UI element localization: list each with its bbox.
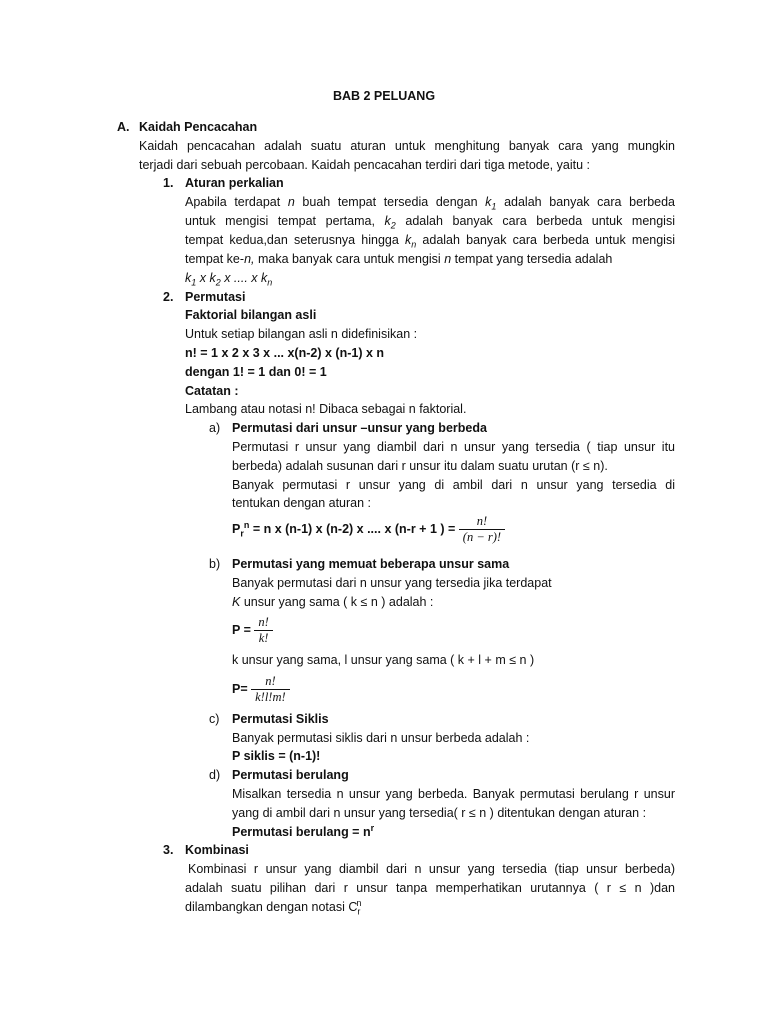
factorial-formula: n! = 1 x 2 x 3 x ... x(n-2) x (n-1) x n bbox=[185, 346, 385, 360]
item2-subheading: Faktorial bilangan asli bbox=[185, 308, 317, 322]
section-a-heading: Kaidah Pencacahan bbox=[139, 120, 258, 134]
sub-d-marker: d) bbox=[209, 768, 221, 782]
item2-heading: Permutasi bbox=[185, 290, 246, 304]
item1-line2: untuk mengisi tempat pertama, $k_2$ adalah banyak cara berbeda untuk mengisi bbox=[185, 214, 675, 231]
sub-c-line1: Banyak permutasi siklis dari n unsur berbeda adalah : bbox=[232, 731, 530, 745]
permutation-formula: $P_r^n = n$ x (n-1) x (n-2) x .... x (n-r + 1 ) = $\frac{n!}{(n - r)!}$ bbox=[232, 514, 505, 545]
sub-a-line3: Banyak permutasi r unsur yang di ambil dari n unsur yang tersedia di bbox=[232, 478, 675, 492]
factorial-special-cases: dengan 1! = 1 dan 0! = 1 bbox=[185, 365, 327, 379]
sub-b-line3: k unsur yang sama, l unsur yang sama ( k + l + m ≤ n ) bbox=[232, 653, 535, 667]
sub-a-heading: Permutasi dari unsur –unsur yang berbeda bbox=[232, 421, 487, 435]
item1-line1: Apabila terdapat n buah tempat tersedia dengan $k_1$ adalah banyak cara berbeda bbox=[185, 195, 676, 212]
item3-line1: Kombinasi r unsur yang diambil dari n unsur yang tersedia (tiap unsur berbeda) bbox=[188, 862, 675, 876]
sub-a-line2: berbeda) adalah susunan dari r unsur itu dalam suatu urutan (r ≤ n). bbox=[232, 459, 608, 473]
section-a-marker: A. bbox=[117, 120, 130, 134]
permutation-multi-fraction: $\frac{n!}{k!l!m!}$ bbox=[251, 674, 290, 705]
sub-a-line1: Permutasi r unsur yang diambil dari n unsur yang tersedia ( tiap unsur itu bbox=[232, 440, 675, 454]
sub-d-line1: Misalkan tersedia n unsur yang berbeda. Banyak permutasi berulang r unsur bbox=[232, 787, 675, 801]
permutation-fraction: $\frac{n!}{(n - r)!}$ bbox=[459, 514, 505, 545]
sub-c-marker: c) bbox=[209, 712, 220, 726]
item2-definition: Untuk setiap bilangan asli n didefinisikan : bbox=[185, 327, 418, 341]
item1-number: 1. bbox=[163, 176, 174, 190]
item3-line3: dilambangkan dengan notasi $C_r^n$ bbox=[185, 897, 362, 917]
sub-c-heading: Permutasi Siklis bbox=[232, 712, 329, 726]
permutation-same-fraction: $\frac{n!}{k!}$ bbox=[254, 615, 272, 646]
note-text: Lambang atau notasi n! Dibaca sebagai n faktorial. bbox=[185, 402, 467, 416]
sub-d-line2: yang di ambil dari n unsur yang tersedia( r ≤ n ) ditentukan dengan aturan : bbox=[232, 806, 647, 820]
sub-b-heading: Permutasi yang memuat beberapa unsur sama bbox=[232, 557, 510, 571]
item2-number: 2. bbox=[163, 290, 174, 304]
note-label: Catatan : bbox=[185, 384, 239, 398]
cyclic-formula: P siklis = (n-1)! bbox=[232, 749, 321, 763]
item1-line4: tempat ke-n, maka banyak cara untuk mengisi n tempat yang tersedia adalah bbox=[185, 252, 613, 266]
item1-formula: $k_1$ x $k_2$ x .... x $k_n$ bbox=[185, 271, 273, 288]
item3-number: 3. bbox=[163, 843, 174, 857]
sub-b-line1: Banyak permutasi dari n unsur yang tersedia jika terdapat bbox=[232, 576, 552, 590]
sub-b-marker: b) bbox=[209, 557, 221, 571]
section-a-intro-line1: Kaidah pencacahan adalah suatu aturan untuk menghitung banyak cara yang mungkin bbox=[139, 139, 675, 153]
sub-d-heading: Permutasi berulang bbox=[232, 768, 349, 782]
permutation-same-formula: P = $\frac{n!}{k!}$ bbox=[232, 613, 273, 647]
sub-a-marker: a) bbox=[209, 421, 221, 435]
permutation-multi-formula: P= $\frac{n!}{k!l!m!}$ bbox=[232, 671, 290, 707]
item1-line3: tempat kedua,dan seterusnya hingga $k_n$ adalah banyak cara berbeda untuk mengisi bbox=[185, 233, 675, 250]
item3-heading: Kombinasi bbox=[185, 843, 249, 857]
item3-line2: adalah suatu pilihan dari r unsur tanpa memperhatikan urutannya ( r ≤ n )dan bbox=[185, 881, 675, 895]
document-title: BAB 2 PELUANG bbox=[332, 89, 436, 103]
sub-a-line4: tentukan dengan aturan : bbox=[232, 496, 372, 510]
repeated-permutation-formula: Permutasi berulang = $n^r$ bbox=[232, 822, 375, 839]
section-a-intro-line2: terjadi dari sebuah percobaan. Kaidah pencacahan terdiri dari tiga metode, yaitu : bbox=[139, 158, 590, 172]
sub-b-line2: K unsur yang sama ( k ≤ n ) adalah : bbox=[232, 595, 434, 609]
item1-heading: Aturan perkalian bbox=[185, 176, 284, 190]
